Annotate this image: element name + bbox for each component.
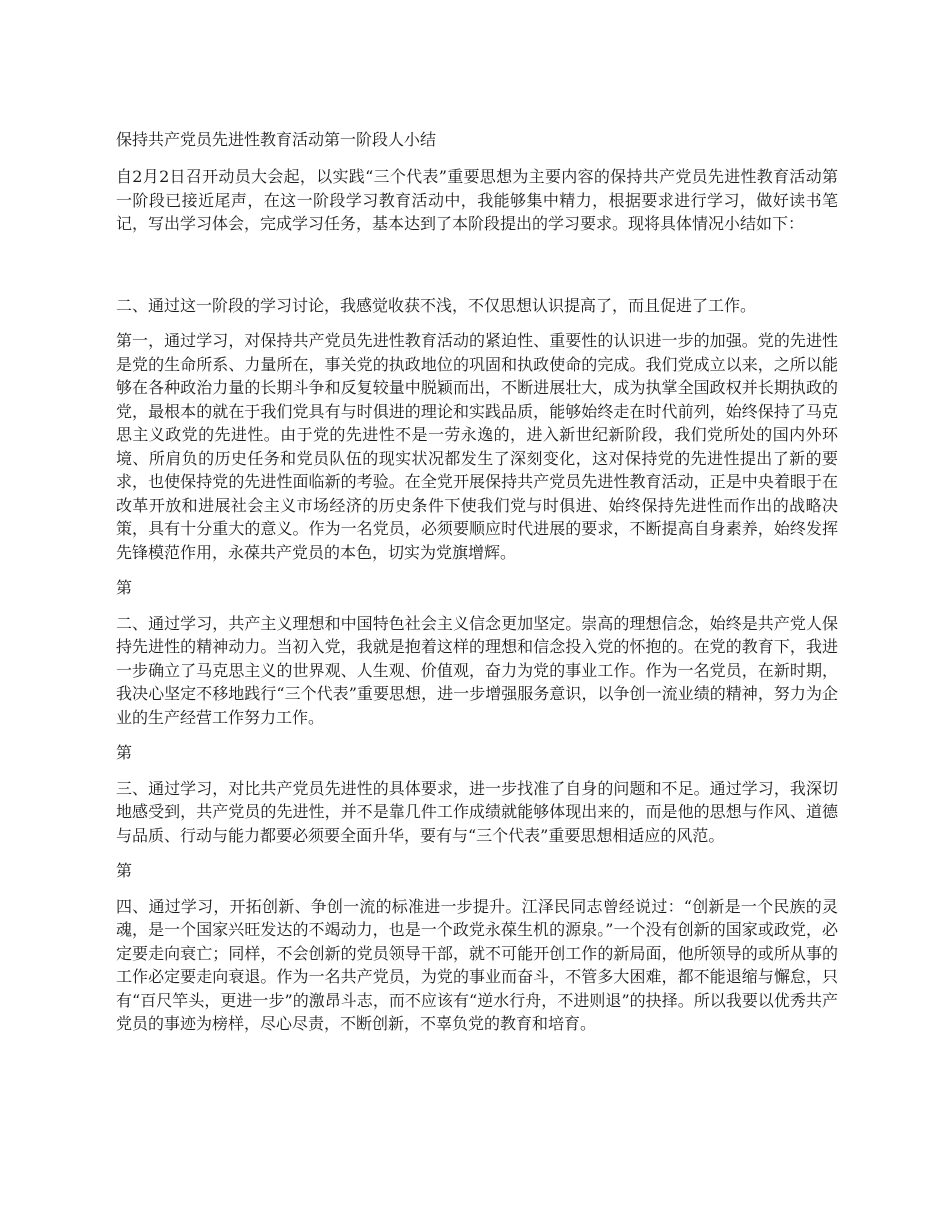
document-page xyxy=(116,128,838,1048)
section-two-heading: 二、通过这一阶段的学习讨论，我感觉收获不浅，不仅思想认识提高了，而且促进了工作。 xyxy=(116,295,757,315)
point-three-paragraph: 三、通过学习，对比共产党员先进性的具体要求，进一步找准了自身的问题和不足。通过学习，我深切地感受到，共产党员的先进性，并不是靠几件工作成绩就能够体现出来的，而是他的思想与作风、道德与品质、行动与能力都要必须要全面升华，要有与“三个代表”重要思想相适应的风范。 xyxy=(116,778,838,845)
ordinal-marker: 第 xyxy=(116,743,133,762)
intro-paragraph: 自2月2日召开动员大会起，以实践“三个代表”重要思想为主要内容的保持共产党员先进性教育活动第一阶段已接近尾声，在这一阶段学习教育活动中，我能够集中精力，根据要求进行学习，做好读书笔记，写出学习体会，完成学习任务，基本达到了本阶段提出的学习要求。现将具体情况小结如下： xyxy=(116,167,838,233)
ordinal-marker: 第 xyxy=(116,861,133,880)
point-four-paragraph: 四、通过学习，开拓创新、争创一流的标准进一步提升。江泽民同志曾经说过：“创新是一个民族的灵魂，是一个国家兴旺发达的不竭动力，也是一个政党永葆生机的源泉。”一个没有创新的国家或政党，必定要走向衰亡；同样，不会创新的党员领导干部，就不可能开创工作的新局面，他所领导的或所从事的工作必定要走向衰退。作为一名共产党员，为党的事业而奋斗，不管多大困难，都不能退缩与懈怠，只有“百尺竿头，更进一步”的激昂斗志，而不应该有“逆水行舟，不进则退”的抉择。所以我要以优秀共产党员的事迹为榜样，尽心尽责，不断创新，不辜负党的教育和培育。 xyxy=(116,896,838,1033)
point-two-paragraph: 二、通过学习，共产主义理想和中国特色社会主义信念更加坚定。崇高的理想信念，始终是共产党人保持先进性的精神动力。当初入党，我就是抱着这样的理想和信念投入党的怀抱的。在党的教育下，我进一步确立了马克思主义的世界观、人生观、价值观，奋力为党的事业工作。作为一名党员，在新时期，我决心坚定不移地践行“三个代表”重要思想，进一步增强服务意识，以争创一流业绩的精神，努力为企业的生产经营工作努力工作。 xyxy=(116,613,838,727)
document-title: 保持共产党员先进性教育活动第一阶段人小结 xyxy=(116,130,437,149)
ordinal-marker: 第 xyxy=(116,578,133,597)
blank-spacer xyxy=(116,248,838,294)
point-one-paragraph: 第一，通过学习，对保持共产党员先进性教育活动的紧迫性、重要性的认识进一步的加强。党的先进性是党的生命所系、力量所在，事关党的执政地位的巩固和执政使命的完成。我们党成立以来，之所以能够在各种政治力量的长期斗争和反复较量中脱颖而出，不断进展壮大，成为执掌全国政权并长期执政的党，最根本的就在于我们党具有与时俱进的理论和实践品质，能够始终走在时代前列，始终保持了马克思主义政党的先进性。由于党的先进性不是一劳永逸的，进入新世纪新阶段，我们党所处的国内外环境、所肩负的历史任务和党员队伍的现实状况都发生了深刻变化，这对保持党的先进性提出了新的要求，也使保持党的先进性面临新的考验。在全党开展保持共产党员先进性教育活动，正是中央着眼于在改革开放和进展社会主义市场经济的历史条件下使我们党与时俱进、始终保持先进性而作出的战略决策，具有十分重大的意义。作为一名党员，必须要顺应时代进展的要求，不断提高自身素养，始终发挥先锋模范作用，永葆共产党员的本色，切实为党旗增辉。 xyxy=(116,331,838,562)
